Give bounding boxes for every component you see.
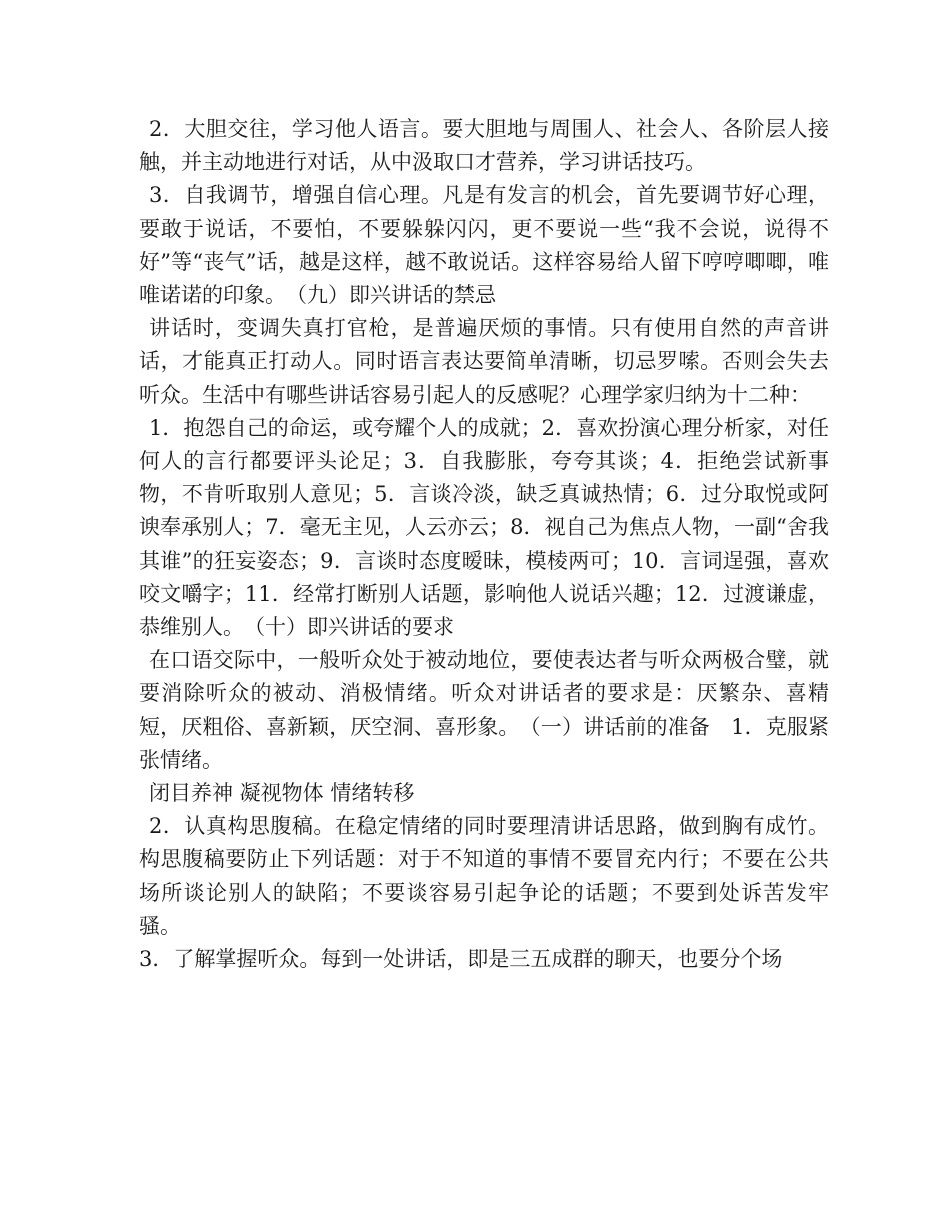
paragraph-boldly-communicate: 2．大胆交往，学习他人语言。要大胆地与周围人、社会人、各阶层人接触，并主动地进行对话，从中汲取口才营养，学习讲话技巧。: [139, 117, 829, 175]
paragraph-calming-methods: 闭目养神 凝视物体 情绪转移: [149, 781, 415, 806]
paragraph-audience-requirements: 在口语交际中，一般听众处于被动地位，要使表达者与听众两极合璧，就要消除听众的被动、消极情绪。听众对讲话者的要求是：厌繁杂、喜精短，厌粗俗、喜新颖，厌空洞、喜形象。 （一）讲话前的准备 1．克服紧张情绪。: [139, 648, 829, 772]
paragraph-mental-draft: 2．认真构思腹稿。在稳定情绪的同时要理清讲话思路，做到胸有成竹。构思腹稿要防止下列话题：对于不知道的事情不要冒充内行；不要在公共场所谈论别人的缺陷；不要谈容易引起争论的话题；不要到处诉苦发牢骚。: [139, 814, 829, 938]
paragraph-speech-taboos: 讲话时，变调失真打官枪，是普遍厌烦的事情。只有使用自然的声音讲话，才能真正打动人。同时语言表达要简单清晰，切忌罗嗦。否则会失去听众。生活中有哪些讲话容易引起人的反感呢？心理学家归纳为十二种：: [139, 316, 829, 407]
document-body: [139, 113, 829, 976]
paragraph-twelve-habits: 1．抱怨自己的命运，或夸耀个人的成就；2．喜欢扮演心理分析家，对任何人的言行都要评头论足；3．自我膨胀，夸夸其谈；4．拒绝尝试新事物，不肯听取别人意见；5．言谈冷淡，缺乏真诚热情；6．过分取悦或阿谀奉承别人；7．毫无主见，人云亦云；8．视自己为焦点人物，一副“舍我其谁”的狂妄姿态；9．言谈时态度暧昧，模棱两可；10．言词逞强，喜欢咬文嚼字；11．经常打断别人话题，影响他人说话兴趣；12．过渡谦虚，恭维别人。 （十）即兴讲话的要求: [139, 415, 829, 640]
paragraph-know-audience: 3．了解掌握听众。每到一处讲话，即是三五成群的聊天，也要分个场: [139, 947, 783, 972]
paragraph-self-regulation: 3．自我调节，增强自信心理。凡是有发言的机会，首先要调节好心理，要敢于说话，不要怕，不要躲躲闪闪，更不要说一些“我不会说，说得不好”等“丧气”话，越是这样，越不敢说话。这样容易给人留下哼哼唧唧，唯唯诺诺的印象。 （九）即兴讲话的禁忌: [139, 183, 829, 308]
